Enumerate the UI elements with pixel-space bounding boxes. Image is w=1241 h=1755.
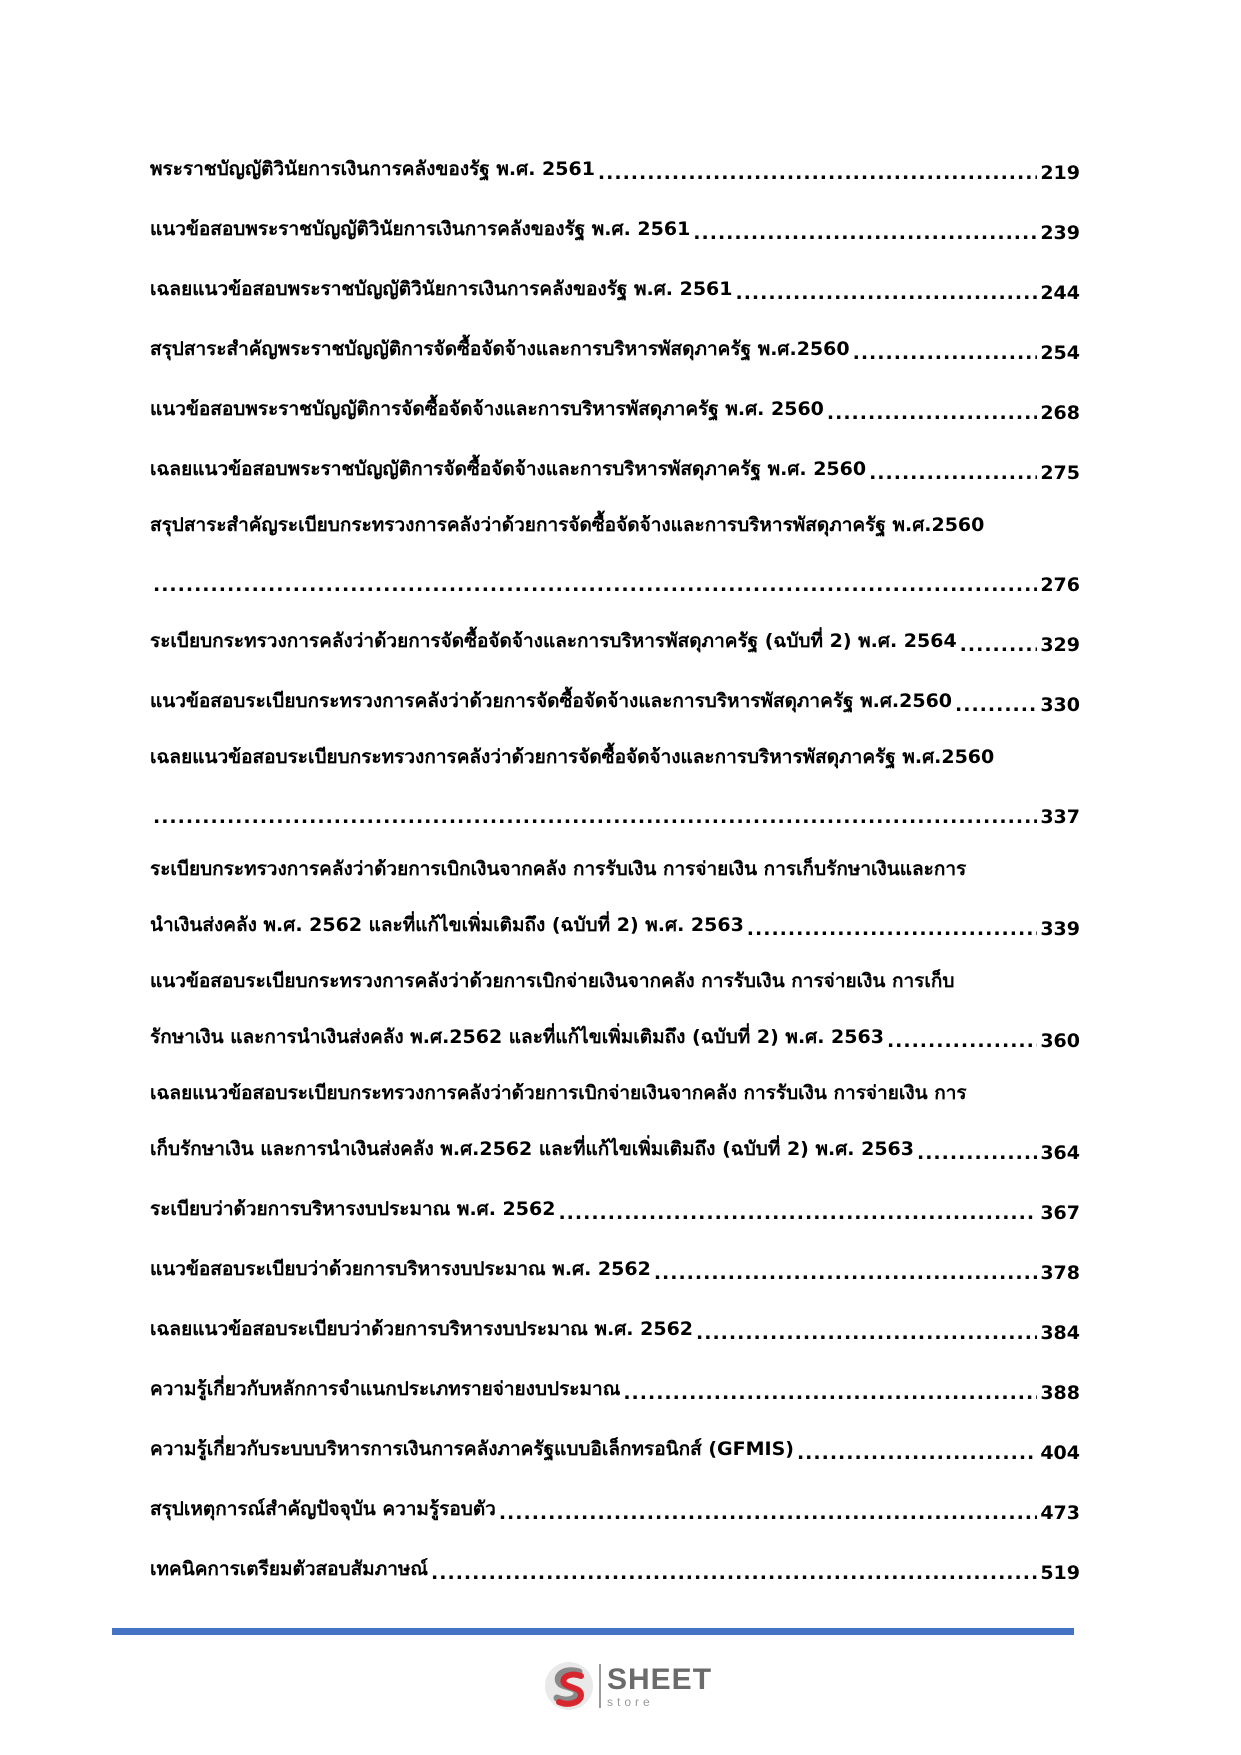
toc-entry-row: [150, 1190, 1080, 1224]
toc-entry-row: [150, 622, 1080, 656]
toc-entry-title-line: ระเบียบกระทรวงการคลังว่าด้วยการเบิกเงินจากคลัง การรับเงิน การจ่ายเงิน การเก็บรักษาเงินและการ: [150, 858, 967, 880]
toc-dot-leader: [747, 918, 1038, 940]
toc-entry: [150, 270, 1080, 304]
toc-dot-leader: [887, 1030, 1037, 1052]
toc-entry: [150, 682, 1080, 716]
toc-page-number: 519: [1040, 1562, 1080, 1584]
toc-dot-leader: [853, 342, 1038, 364]
table-of-contents: [150, 150, 1080, 1610]
toc-dot-leader: [153, 806, 1037, 828]
toc-entry-row: [150, 150, 1080, 184]
toc-entry-row: [150, 330, 1080, 364]
toc-entry-row: [150, 270, 1080, 304]
toc-entry-title: สรุปสาระสำคัญพระราชบัญญัติการจัดซื้อจัดจ้างและการบริหารพัสดุภาครัฐ พ.ศ.2560: [150, 338, 850, 360]
toc-entry-row: [150, 906, 1080, 940]
sheetstore-s-logo-icon: [543, 1660, 595, 1712]
toc-entry: [150, 622, 1080, 656]
toc-dot-leader: [499, 1502, 1037, 1524]
toc-entry-title: รักษาเงิน และการนำเงินส่งคลัง พ.ศ.2562 และที่แก้ไขเพิ่มเติมถึง (ฉบับที่ 2) พ.ศ. 2563: [150, 1026, 884, 1048]
toc-entry-title: เก็บรักษาเงิน และการนำเงินส่งคลัง พ.ศ.2562 และที่แก้ไขเพิ่มเติมถึง (ฉบับที่ 2) พ.ศ. 2563: [150, 1138, 914, 1160]
toc-entry-row: [150, 1430, 1080, 1464]
toc-page-number: 367: [1040, 1202, 1080, 1224]
toc-entry-row: [150, 1250, 1080, 1284]
toc-dot-leader: [797, 1442, 1037, 1464]
toc-entry-title: ระเบียบว่าด้วยการบริหารงบประมาณ พ.ศ. 2562: [150, 1198, 556, 1220]
toc-entry-title: แนวข้อสอบพระราชบัญญัติการจัดซื้อจัดจ้างและการบริหารพัสดุภาครัฐ พ.ศ. 2560: [150, 398, 824, 420]
toc-page-number: 276: [1040, 574, 1080, 596]
toc-entry-row: [150, 562, 1080, 596]
toc-page-number: 339: [1040, 918, 1080, 940]
toc-entry: [150, 1370, 1080, 1404]
toc-entry: [150, 450, 1080, 484]
toc-page-number: 378: [1040, 1262, 1080, 1284]
toc-entry: [150, 1550, 1080, 1584]
toc-page-number: 275: [1040, 462, 1080, 484]
toc-entry-title-line: เฉลยแนวข้อสอบระเบียบกระทรวงการคลังว่าด้วยการจัดซื้อจัดจ้างและการบริหารพัสดุภาครัฐ พ.ศ.2560: [150, 746, 995, 768]
toc-dot-leader: [955, 694, 1037, 716]
toc-entry: [150, 1430, 1080, 1464]
toc-dot-leader: [696, 1322, 1037, 1344]
toc-entry-row: [150, 1130, 1080, 1164]
toc-entry: [150, 854, 1080, 940]
toc-dot-leader: [623, 1382, 1037, 1404]
toc-entry-title-line: เฉลยแนวข้อสอบระเบียบกระทรวงการคลังว่าด้วยการเบิกจ่ายเงินจากคลัง การรับเงิน การจ่ายเงิน การ: [150, 1082, 967, 1104]
toc-dot-leader: [736, 282, 1038, 304]
toc-entry-title-line: แนวข้อสอบระเบียบกระทรวงการคลังว่าด้วยการเบิกจ่ายเงินจากคลัง การรับเงิน การจ่ายเงิน การเก็บ: [150, 970, 955, 992]
toc-entry: [150, 1310, 1080, 1344]
toc-page-number: 330: [1040, 694, 1080, 716]
toc-entry-title: เฉลยแนวข้อสอบพระราชบัญญัติวินัยการเงินการคลังของรัฐ พ.ศ. 2561: [150, 278, 733, 300]
toc-dot-leader: [693, 222, 1037, 244]
toc-entry-title: ความรู้เกี่ยวกับหลักการจำแนกประเภทรายจ่ายงบประมาณ: [150, 1378, 621, 1400]
toc-entry-row: [150, 390, 1080, 424]
footer-rule: [112, 1628, 1074, 1635]
toc-dot-leader: [153, 574, 1037, 596]
toc-page-number: 219: [1040, 162, 1080, 184]
toc-page-number: 268: [1040, 402, 1080, 424]
toc-dot-leader: [827, 402, 1037, 424]
toc-entry-title: ระเบียบกระทรวงการคลังว่าด้วยการจัดซื้อจัดจ้างและการบริหารพัสดุภาครัฐ (ฉบับที่ 2) พ.ศ. 2564: [150, 630, 957, 652]
toc-entry: [150, 966, 1080, 1052]
toc-page-number: 388: [1040, 1382, 1080, 1404]
toc-page-number: 244: [1040, 282, 1080, 304]
toc-entry-title: เฉลยแนวข้อสอบระเบียบว่าด้วยการบริหารงบประมาณ พ.ศ. 2562: [150, 1318, 694, 1340]
toc-entry-title: ความรู้เกี่ยวกับระบบบริหารการเงินการคลังภาครัฐแบบอิเล็กทรอนิกส์ (GFMIS): [150, 1438, 794, 1460]
toc-entry-title: นำเงินส่งคลัง พ.ศ. 2562 และที่แก้ไขเพิ่มเติมถึง (ฉบับที่ 2) พ.ศ. 2563: [150, 914, 744, 936]
toc-page-number: 337: [1040, 806, 1080, 828]
toc-entry-row: [150, 682, 1080, 716]
toc-dot-leader: [917, 1142, 1037, 1164]
toc-entry: [150, 330, 1080, 364]
toc-entry: [150, 510, 1080, 596]
toc-entry: [150, 210, 1080, 244]
toc-page-number: 254: [1040, 342, 1080, 364]
toc-dot-leader: [558, 1202, 1037, 1224]
logo-word: SHEET: [607, 1662, 713, 1696]
logo-divider: [599, 1664, 601, 1708]
toc-dot-leader: [654, 1262, 1038, 1284]
toc-page-number: 239: [1040, 222, 1080, 244]
toc-entry-title: แนวข้อสอบพระราชบัญญัติวินัยการเงินการคลังของรัฐ พ.ศ. 2561: [150, 218, 691, 240]
toc-entry-row: [150, 1550, 1080, 1584]
toc-page-number: 473: [1040, 1502, 1080, 1524]
toc-entry-row: [150, 450, 1080, 484]
toc-entry-title: พระราชบัญญัติวินัยการเงินการคลังของรัฐ พ.ศ. 2561: [150, 158, 595, 180]
toc-page-number: 329: [1040, 634, 1080, 656]
toc-dot-leader: [960, 634, 1038, 656]
toc-dot-leader: [431, 1562, 1037, 1584]
toc-page-number: 364: [1040, 1142, 1080, 1164]
toc-dot-leader: [598, 162, 1037, 184]
toc-entry-row: [150, 1490, 1080, 1524]
toc-entry-row: [150, 1310, 1080, 1344]
toc-entry-row: [150, 210, 1080, 244]
toc-entry: [150, 1250, 1080, 1284]
toc-entry-title: แนวข้อสอบระเบียบว่าด้วยการบริหารงบประมาณ พ.ศ. 2562: [150, 1258, 651, 1280]
toc-entry: [150, 1190, 1080, 1224]
toc-page-number: 384: [1040, 1322, 1080, 1344]
toc-entry: [150, 1490, 1080, 1524]
toc-page-number: 360: [1040, 1030, 1080, 1052]
toc-entry-title: แนวข้อสอบระเบียบกระทรวงการคลังว่าด้วยการจัดซื้อจัดจ้างและการบริหารพัสดุภาครัฐ พ.ศ.2560: [150, 690, 953, 712]
toc-page-number: 404: [1040, 1442, 1080, 1464]
toc-dot-leader: [869, 462, 1037, 484]
toc-entry: [150, 1078, 1080, 1164]
logo-subword: store: [607, 1694, 654, 1709]
toc-entry-row: [150, 794, 1080, 828]
sheet-store-logo: [543, 1660, 712, 1712]
toc-entry-title: สรุปเหตุการณ์สำคัญปัจจุบัน ความรู้รอบตัว: [150, 1498, 496, 1520]
toc-entry-title: เฉลยแนวข้อสอบพระราชบัญญัติการจัดซื้อจัดจ้างและการบริหารพัสดุภาครัฐ พ.ศ. 2560: [150, 458, 867, 480]
toc-entry-row: [150, 1018, 1080, 1052]
toc-entry-title-line: สรุปสาระสำคัญระเบียบกระทรวงการคลังว่าด้วยการจัดซื้อจัดจ้างและการบริหารพัสดุภาครัฐ พ.ศ.2560: [150, 514, 985, 536]
toc-entry-row: [150, 1370, 1080, 1404]
toc-entry: [150, 150, 1080, 184]
logo-text: [607, 1662, 713, 1709]
toc-entry: [150, 390, 1080, 424]
toc-entry: [150, 742, 1080, 828]
toc-entry-title: เทคนิคการเตรียมตัวสอบสัมภาษณ์: [150, 1558, 429, 1580]
